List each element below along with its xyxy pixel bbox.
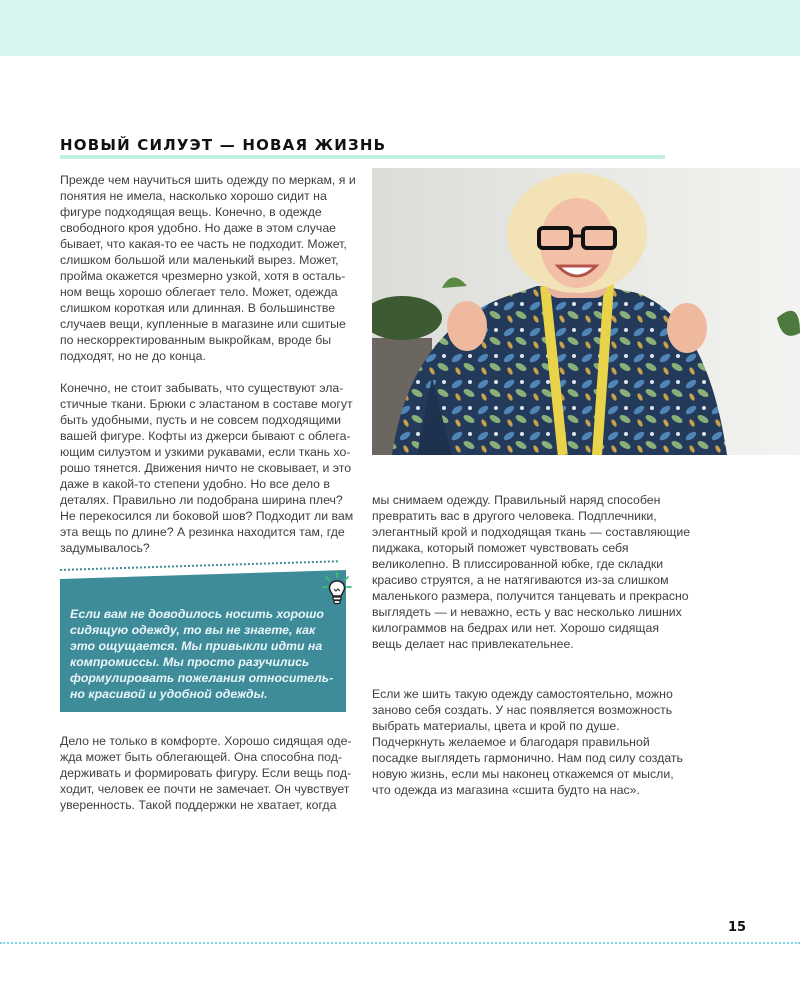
lightbulb-icon (322, 572, 352, 608)
callout-dotted-line (60, 560, 338, 571)
paragraph-comfort: Дело не только в комфорте. Хорошо сидящая одежда может быть облегающей. Она способна поддерживать и формировать фигуру. Если вещь подходит, человек ее почти не замечает. Он чувствует уверенность. Такой поддержки не хватает, когда (60, 734, 352, 812)
paragraph-transformation: мы снимаем одежду. Правильный наряд способен превратить вас в другого человека. Подплечники, элегантный крой и подходящая ткань — составляющие пиджака, который поможет чувствовать себя великолепно. В плиссированной юбке, где складки красиво струятся, а не натягиваются из-за слишком маленького размера, получится танцевать и прекрасно выглядеть — и неважно, есть у вас несколько лишних килограммов на бедрах или нет. Хорошо сидящая вещь делает нас привлекательнее. (372, 493, 691, 651)
page-number: 15 (728, 920, 747, 935)
callout-quote: Если вам не доводилось носить хорошо сидящую одежду, то вы не знаете, как это ощущается. Мы привыкли идти на компромиссы. Мы просто разучились формулировать пожелания относительно красивой и удобной одежды. (70, 607, 334, 701)
author-photo (372, 168, 800, 455)
top-band (0, 0, 800, 56)
footer-dotted-line (0, 942, 800, 944)
paragraph-elastic-fabrics: Конечно, не стоит забывать, что существуют эластичные ткани. Брюки с эластаном в составе могут быть удобными, пусть и не совсем подходящими вашей фигуре. Кофты из джерси бывают с облегающим силуэтом и узкими рукавами, если ткань хорошо тянется. Движения ничто не сковывает, и это даже в какой-то степени удобно. Но все дело в деталях. Правильно ли подобрана ширина плеч? Не перекосился ли боковой шов? Подходит ли вам эта вещь по длине? А резинка находится там, где задумывалось? (60, 381, 354, 555)
title-underline (60, 155, 665, 159)
paragraph-self-creation: Если же шить такую одежду самостоятельно, можно заново себя создать. У нас появляется возможность выбрать материалы, цвета и крой по душе. Подчеркнуть желаемое и благодаря правильной посадке выглядеть гармонично. Нам под силу создать новую жизнь, если мы наконец откажемся от мысли, что одежда из магазина «сшита будто на нас». (372, 687, 683, 797)
paragraph-intro: Прежде чем научиться шить одежду по меркам, я и понятия не имела, насколько хорошо сидит на фигуре подходящая вещь. Конечно, в одежде свободного кроя удобно. Но даже в этом случае бывает, что какая-то ее часть не подходит. Может, слишком большой или маленький вырез. Может, пройма окажется чрезмерно узкой, хотя в остальном вещь хорошо облегает тело. Может, одежда слишком короткая или длинная. В большинстве случаев вещи, купленные в магазине или сшитые по нескорректированным выкройкам, вроде бы подходят, но не до конца. (60, 173, 356, 363)
section-title: НОВЫЙ СИЛУЭТ — НОВАЯ ЖИЗНЬ (60, 136, 387, 154)
